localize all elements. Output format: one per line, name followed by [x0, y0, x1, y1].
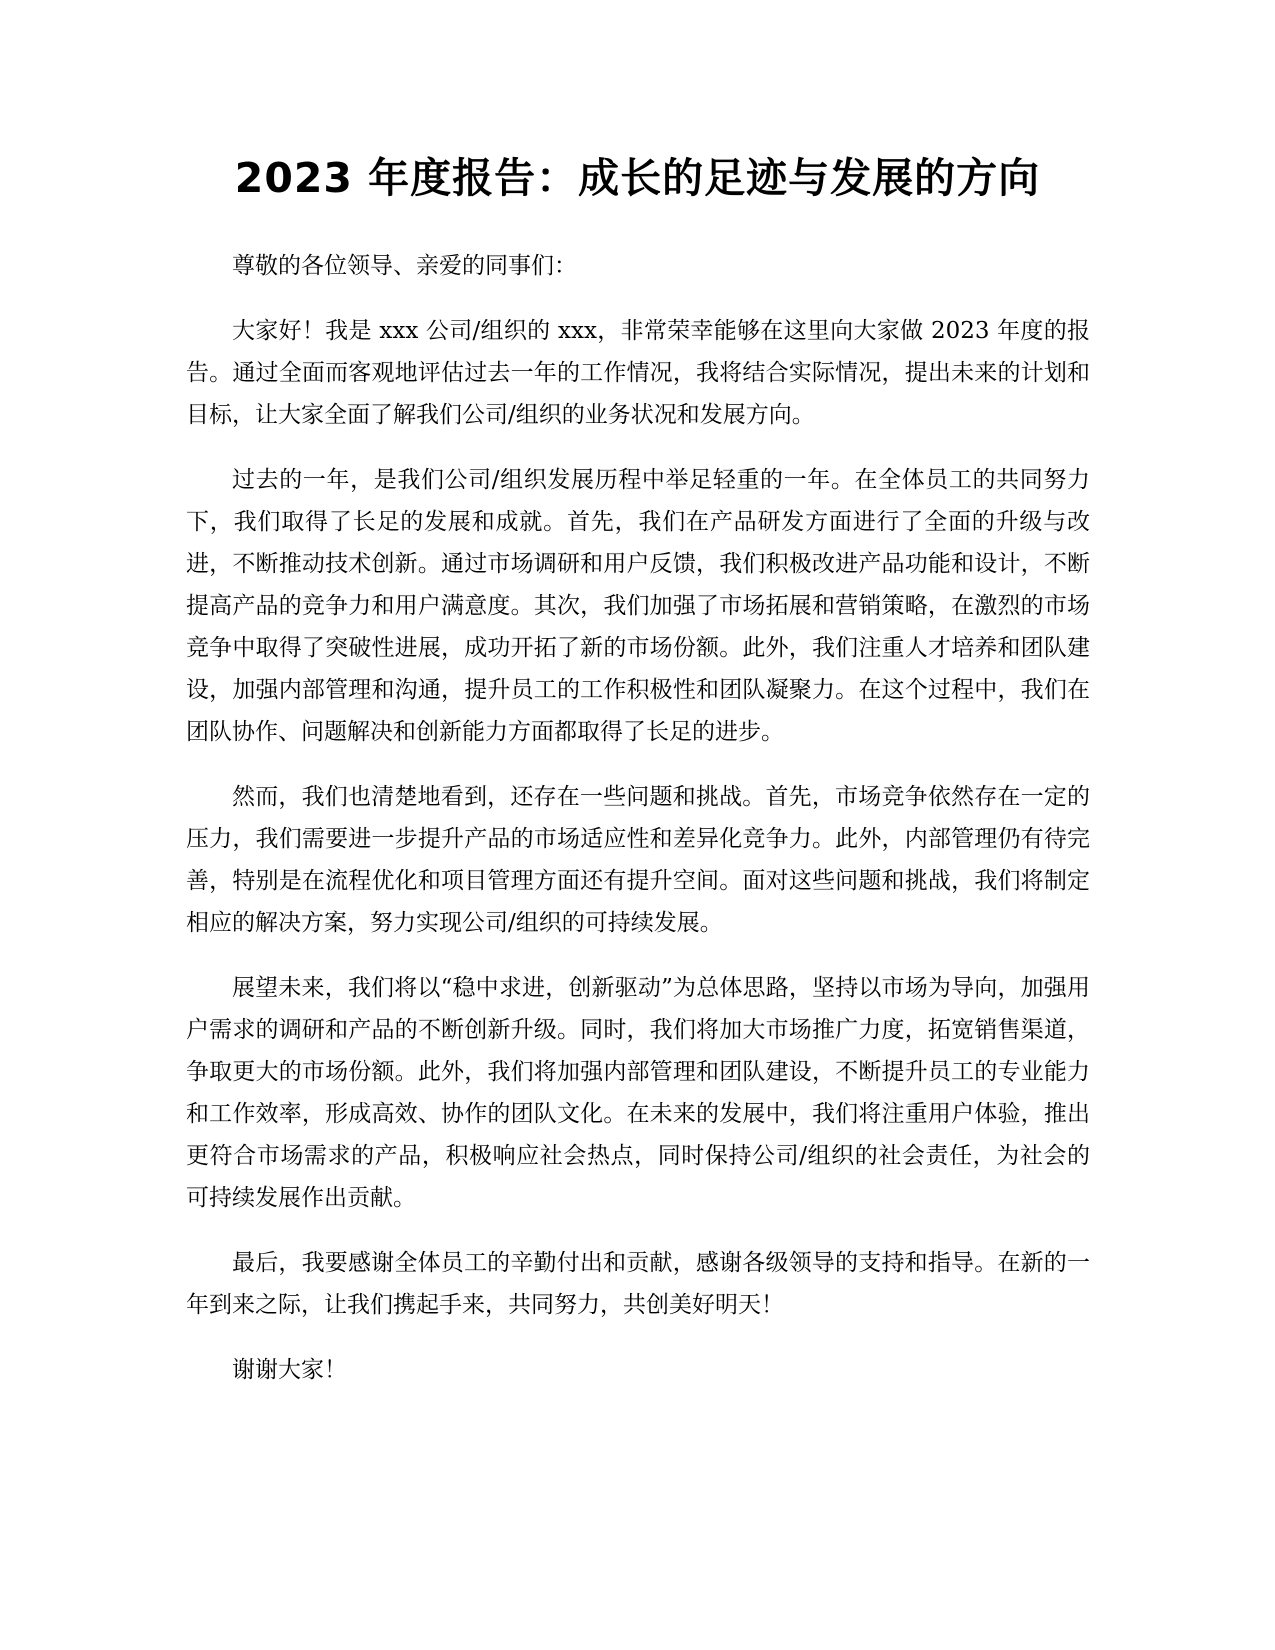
document-title: 2023 年度报告：成长的足迹与发展的方向: [234, 154, 1041, 202]
paragraph-achievements: 过去的一年，是我们公司/组织发展历程中举足轻重的一年。在全体员工的共同努力下，我们取得了长足的发展和成就。首先，我们在产品研发方面进行了全面的升级与改进，不断推动技术创新。通过市场调研和用户反馈，我们积极改进产品功能和设计，不断提高产品的竞争力和用户满意度。其次，我们加强了市场拓展和营销策略，在激烈的市场竞争中取得了突破性进展，成功开拓了新的市场份额。此外，我们注重人才培养和团队建设，加强内部管理和沟通，提升员工的工作积极性和团队凝聚力。在这个过程中，我们在团队协作、问题解决和创新能力方面都取得了长足的进步。: [186, 467, 1090, 745]
paragraph-acknowledgement: 最后，我要感谢全体员工的辛勤付出和贡献，感谢各级领导的支持和指导。在新的一年到来之际，让我们携起手来，共同努力，共创美好明天！: [186, 1250, 1090, 1318]
paragraph-challenges: 然而，我们也清楚地看到，还存在一些问题和挑战。首先，市场竞争依然存在一定的压力，我们需要进一步提升产品的市场适应性和差异化竞争力。此外，内部管理仍有待完善，特别是在流程优化和项目管理方面还有提升空间。面对这些问题和挑战，我们将制定相应的解决方案，努力实现公司/组织的可持续发展。: [186, 784, 1090, 936]
paragraph-introduction: 大家好！我是 xxx 公司/组织的 xxx，非常荣幸能够在这里向大家做 2023 年度的报告。通过全面而客观地评估过去一年的工作情况，我将结合实际情况，提出未来的计划和目标，让大家全面了解我们公司/组织的业务状况和发展方向。: [186, 318, 1090, 428]
paragraph-closing: 谢谢大家！: [232, 1357, 347, 1383]
paragraph-outlook: 展望未来，我们将以“稳中求进，创新驱动”为总体思路，坚持以市场为导向，加强用户需求的调研和产品的不断创新升级。同时，我们将加大市场推广力度，拓宽销售渠道，争取更大的市场份额。此外，我们将加强内部管理和团队建设，不断提升员工的专业能力和工作效率，形成高效、协作的团队文化。在未来的发展中，我们将注重用户体验，推出更符合市场需求的产品，积极响应社会热点，同时保持公司/组织的社会责任，为社会的可持续发展作出贡献。: [186, 975, 1090, 1211]
document-body: [186, 245, 1090, 1414]
paragraph-salutation: 尊敬的各位领导、亲爱的同事们：: [232, 253, 577, 279]
